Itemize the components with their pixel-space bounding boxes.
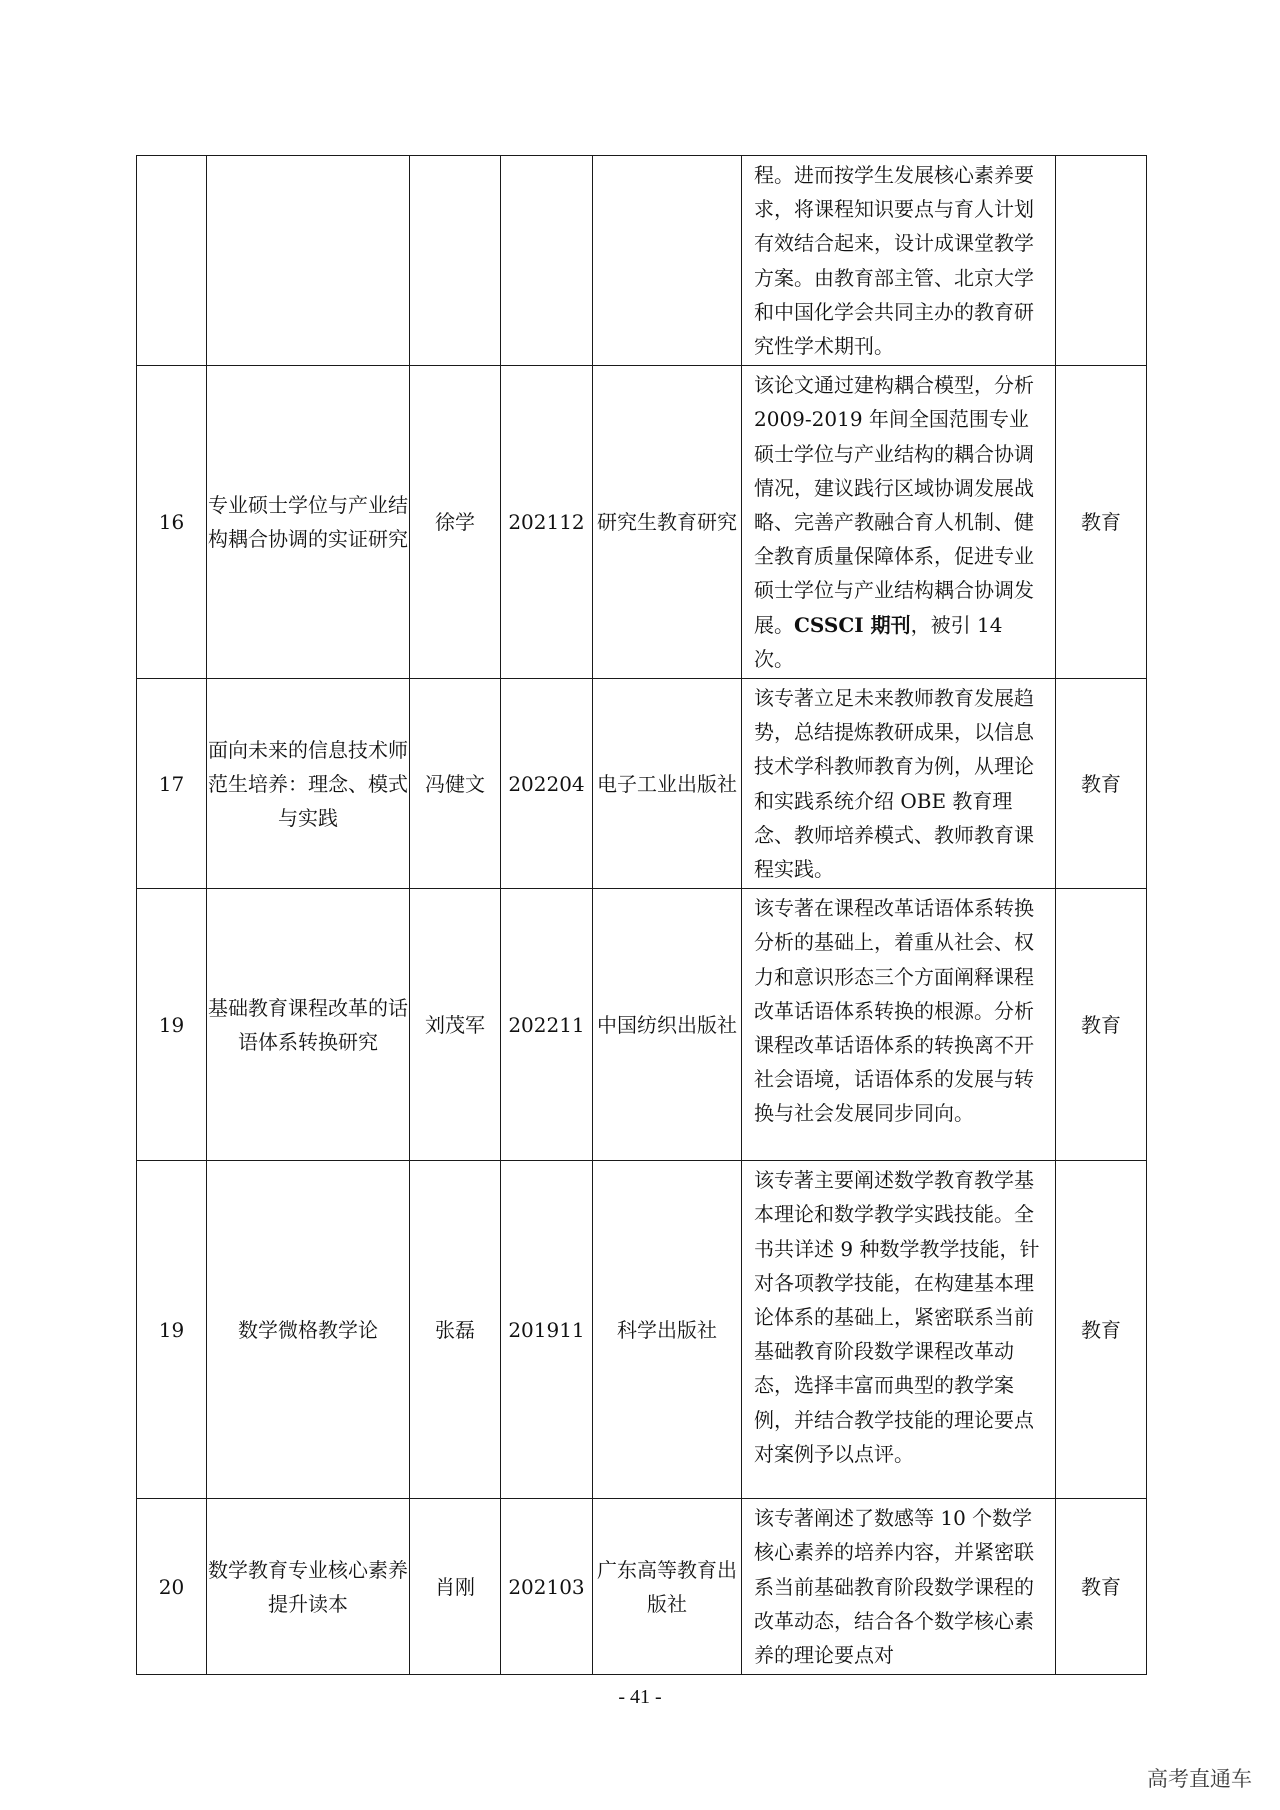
works-table (136, 155, 1147, 1675)
author (410, 156, 501, 366)
publisher: 广东高等教育出版社 (593, 1499, 742, 1675)
work-title: 面向未来的信息技术师范生培养：理念、模式与实践 (207, 679, 410, 889)
publisher (593, 156, 742, 366)
work-title (207, 156, 410, 366)
watermark: 高考直通车 (1147, 1767, 1252, 1791)
description-tail: ，被引 14 次。 (754, 612, 1003, 671)
publisher: 科学出版社 (593, 1161, 742, 1499)
table-row (137, 679, 1147, 889)
row-number: 19 (137, 889, 207, 1161)
table-row (137, 889, 1147, 1161)
publish-date: 202112 (501, 366, 593, 679)
description: 该专著主要阐述数学教育教学基本理论和数学教学实践技能。全书共详述 9 种数学教学技能，针对各项教学技能，在构建基本理论体系的基础上，紧密联系当前基础教育阶段数学课程改革动态，选择丰富而典型的教学案例，并结合教学技能的理论要点对案例予以点评。 (742, 1161, 1056, 1499)
row-number (137, 156, 207, 366)
table-row (137, 1161, 1147, 1499)
publisher: 电子工业出版社 (593, 679, 742, 889)
row-number: 19 (137, 1161, 207, 1499)
author: 徐学 (410, 366, 501, 679)
table-row (137, 1499, 1147, 1675)
category: 教育 (1056, 889, 1147, 1161)
author: 冯健文 (410, 679, 501, 889)
category: 教育 (1056, 679, 1147, 889)
page-number: - 41 - (618, 1686, 662, 1708)
description: 该专著阐述了数感等 10 个数学核心素养的培养内容，并紧密联系当前基础教育阶段数学课程的改革动态，结合各个数学核心素养的理论要点对 (742, 1499, 1056, 1675)
description-text: 该论文通过建构耦合模型，分析 2009-2019 年间全国范围专业硕士学位与产业结构的耦合协调情况，建议践行区域协调发展战略、完善产教融合育人机制、健全教育质量保障体系，促进专业硕士学位与产业结构耦合协调发展。 (754, 373, 1034, 637)
description: 该专著在课程改革话语体系转换分析的基础上，着重从社会、权力和意识形态三个方面阐释课程改革话语体系转换的根源。分析课程改革话语体系的转换离不开社会语境，话语体系的发展与转换与社会发展同步同向。 (742, 889, 1056, 1161)
publish-date: 202211 (501, 889, 593, 1161)
row-number: 16 (137, 366, 207, 679)
author: 肖刚 (410, 1499, 501, 1675)
table-row (137, 156, 1147, 366)
description: 该专著立足未来教师教育发展趋势，总结提炼教研成果，以信息技术学科教师教育为例，从理论和实践系统介绍 OBE 教育理念、教师培养模式、教师教育课程实践。 (742, 679, 1056, 889)
work-title: 数学微格教学论 (207, 1161, 410, 1499)
description-highlight: CSSCI 期刊 (794, 612, 911, 637)
table-row (137, 366, 1147, 679)
work-title: 专业硕士学位与产业结构耦合协调的实证研究 (207, 366, 410, 679)
publisher: 研究生教育研究 (593, 366, 742, 679)
row-number: 20 (137, 1499, 207, 1675)
author: 刘茂军 (410, 889, 501, 1161)
publish-date: 201911 (501, 1161, 593, 1499)
publish-date: 202204 (501, 679, 593, 889)
category (1056, 156, 1147, 366)
work-title: 基础教育课程改革的话语体系转换研究 (207, 889, 410, 1161)
category: 教育 (1056, 1161, 1147, 1499)
publish-date: 202103 (501, 1499, 593, 1675)
description: 程。进而按学生发展核心素养要求，将课程知识要点与育人计划有效结合起来，设计成课堂教学方案。由教育部主管、北京大学和中国化学会共同主办的教育研究性学术期刊。 (742, 156, 1056, 366)
category: 教育 (1056, 366, 1147, 679)
description (742, 366, 1056, 679)
category: 教育 (1056, 1499, 1147, 1675)
publish-date (501, 156, 593, 366)
author: 张磊 (410, 1161, 501, 1499)
publisher: 中国纺织出版社 (593, 889, 742, 1161)
row-number: 17 (137, 679, 207, 889)
work-title: 数学教育专业核心素养提升读本 (207, 1499, 410, 1675)
